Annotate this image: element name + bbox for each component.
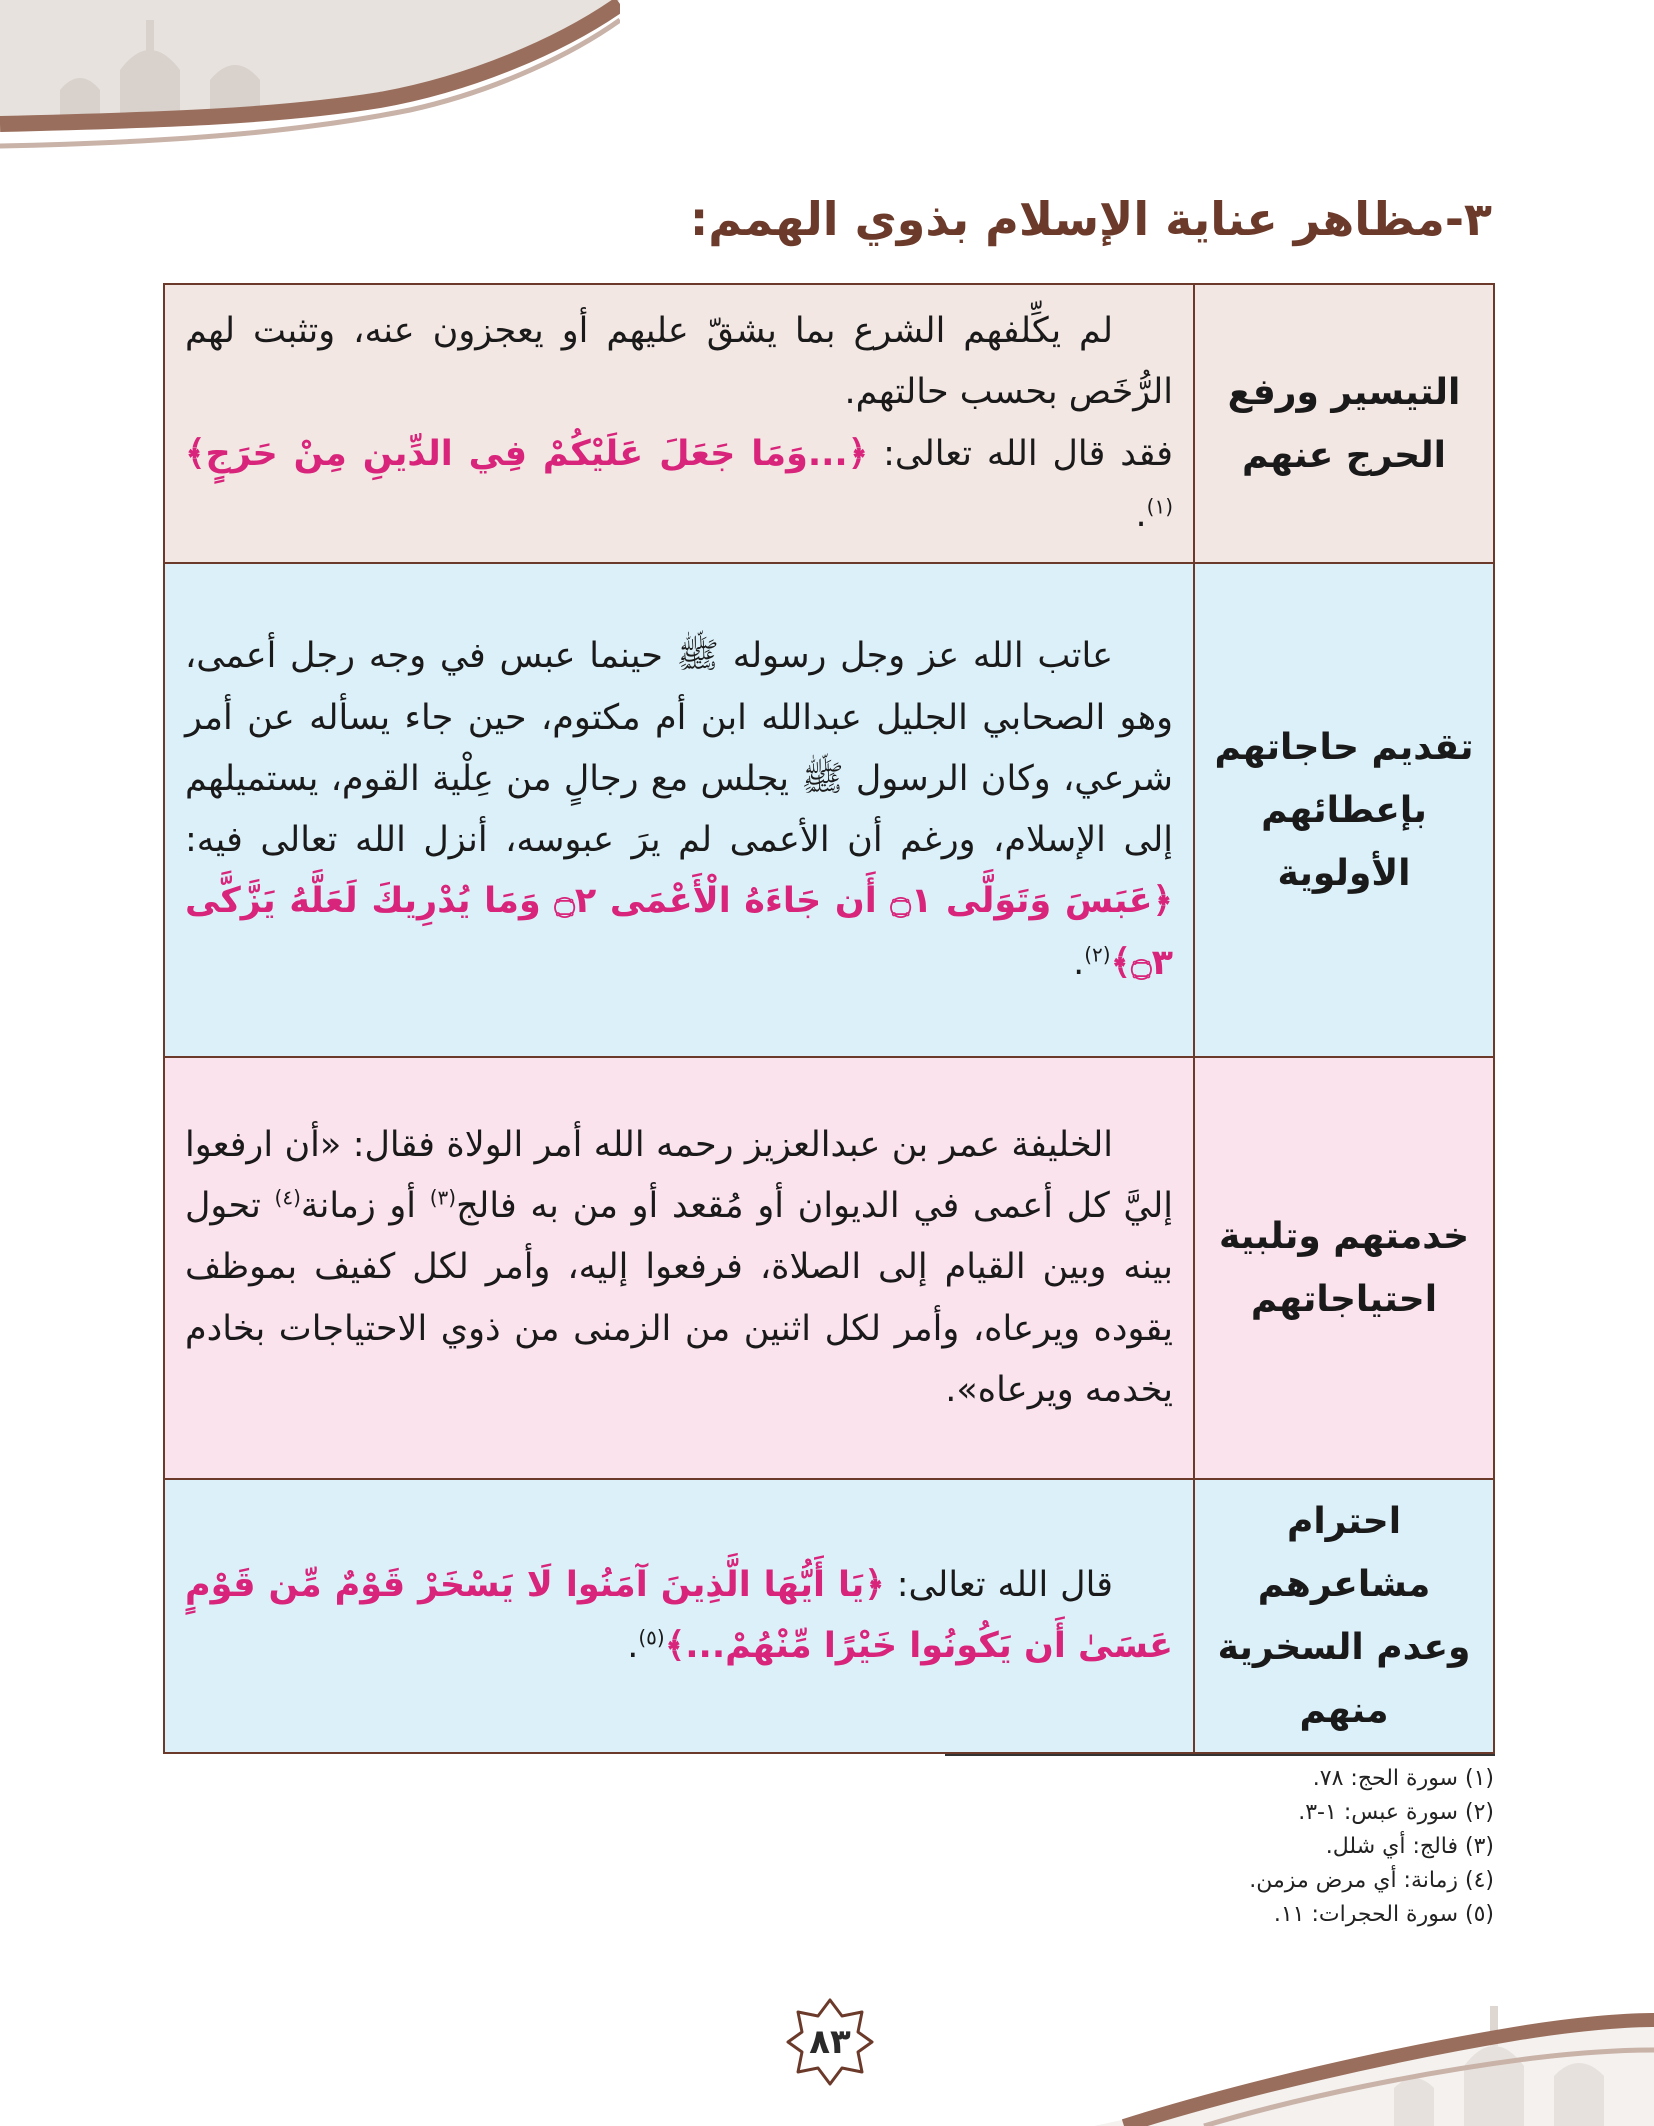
quote-intro: قال الله تعالى: bbox=[884, 1564, 1113, 1605]
row-label: تقديم حاجاتهم بإعطائهم الأولوية bbox=[1194, 563, 1494, 1057]
footnote-ref: (٢) bbox=[1084, 941, 1111, 966]
quran-verse: ﴿عَبَسَ وَتَوَلَّى ۝١ أَن جَاءَهُ الْأَعْمَى ۝٢ وَمَا يُدْرِيكَ لَعَلَّهُ يَزَّكَّى ۝٣﴾ bbox=[185, 881, 1174, 983]
care-aspects-table bbox=[163, 283, 1495, 1754]
row-body bbox=[164, 1057, 1194, 1479]
bottom-corner-ornament bbox=[1094, 1976, 1654, 2126]
table-row bbox=[164, 1057, 1494, 1479]
row-text: الخليفة عمر بن عبدالعزيز رحمه الله أمر الولاة فقال: «أن ارفعوا إليَّ كل أعمى في الديوان أو مُقعد أو من به فالج bbox=[185, 1124, 1173, 1227]
quran-verse: ﴿يَا أَيُّهَا الَّذِينَ آمَنُوا لَا يَسْخَرْ قَوْمٌ مِّن قَوْمٍ عَسَىٰ أَن يَكُونُوا خَيْرًا مِّنْهُمْ...﴾ bbox=[185, 1564, 1173, 1666]
footnote-item: (٤) زمانة: أي مرض مزمن. bbox=[1249, 1868, 1494, 1894]
footnote-item: (٣) فالج: أي شلل. bbox=[1325, 1834, 1494, 1860]
row-text: عاتب الله عز وجل رسوله ﷺ حينما عبس في وجه رجل أعمى، وهو الصحابي الجليل عبدالله ابن أم مكتوم، حين جاء يسأله عن أمر شرعي، وكان الرسول ﷺ يجلس مع رجالٍ من عِلْية القوم، يستميلهم إلى الإسلام، ورغم أن الأعمى لم يرَ عبوسه، أنزل الله تعالى فيه: bbox=[185, 636, 1173, 860]
section-title: ٣-مظاهر عناية الإسلام بذوي الهمم: bbox=[689, 192, 1492, 246]
footnote-ref: (٣) bbox=[429, 1185, 457, 1210]
footnote-divider bbox=[945, 1754, 1495, 1756]
footnote-ref: (١) bbox=[1146, 494, 1173, 519]
row-text: أو زمانة bbox=[300, 1186, 430, 1227]
table-row bbox=[164, 284, 1494, 563]
table-row bbox=[164, 1479, 1494, 1753]
table-row bbox=[164, 563, 1494, 1057]
page-number: ٨٣ bbox=[809, 2022, 851, 2062]
footnote-item: (١) سورة الحج: ٧٨. bbox=[1312, 1766, 1494, 1791]
top-corner-ornament bbox=[0, 0, 620, 160]
row-body: قال الله تعالى: ﴿يَا أَيُّهَا الَّذِينَ آمَنُوا لَا يَسْخَرْ قَوْمٌ مِّن قَوْمٍ عَسَىٰ أَن يَكُونُوا خَيْرًا مِّنْهُمْ...﴾$^{(٥)}$. bbox=[164, 1479, 1194, 1753]
row-text: لم يكِّلفهم الشرع بما يشقّ عليهم أو يعجزون عنه، وتثبت لهم الرُّخَص بحسب حالتهم. bbox=[185, 311, 1173, 413]
footnotes-list bbox=[1249, 1762, 1494, 1932]
row-body: لم يكِّلفهم الشرع بما يشقّ عليهم أو يعجزون عنه، وتثبت لهم الرُّخَص بحسب حالتهم. فقد قال الله تعالى: ﴿...وَمَا جَعَلَ عَلَيْكُمْ فِي الدِّينِ مِنْ حَرَجٍ﴾$^{(١)}$. bbox=[164, 284, 1194, 563]
row-text: تحول بينه وبين القيام إلى الصلاة، فرفعوا إليه، وأمر لكل كفيف بموظف يقوده ويرعاه، وأمر لكل اثنين من الزمنى من ذوي الاحتياجات بخادم يخدمه ويرعاه». bbox=[185, 1186, 1173, 1410]
row-label: خدمتهم وتلبية احتياجاتهم bbox=[1194, 1057, 1494, 1479]
row-label: احترام مشاعرهم وعدم السخرية منهم bbox=[1194, 1479, 1494, 1753]
row-body: عاتب الله عز وجل رسوله ﷺ حينما عبس في وجه رجل أعمى، وهو الصحابي الجليل عبدالله ابن أم مكتوم، حين جاء يسأله عن أمر شرعي، وكان الرسول ﷺ يجلس مع رجالٍ من عِلْية القوم، يستميلهم إلى الإسلام، ورغم أن الأعمى لم يرَ عبوسه، أنزل الله تعالى فيه: ﴿عَبَسَ وَتَوَلَّى ۝١ أَن جَاءَهُ الْأَعْمَى ۝٢ وَمَا يُدْرِيكَ لَعَلَّهُ يَزَّكَّى ۝٣﴾$^{(٢)}$. bbox=[164, 563, 1194, 1057]
footnote-item: (٥) سورة الحجرات: ١١. bbox=[1273, 1902, 1494, 1928]
footnote-ref: (٤) bbox=[274, 1185, 301, 1210]
footnote-item: (٢) سورة عبس: ١-٣. bbox=[1298, 1800, 1494, 1826]
quran-verse: ﴿...وَمَا جَعَلَ عَلَيْكُمْ فِي الدِّينِ مِنْ حَرَجٍ﴾ bbox=[185, 433, 869, 474]
quote-intro: فقد قال الله تعالى: bbox=[868, 433, 1174, 474]
row-label: التيسير ورفع الحرج عنهم bbox=[1194, 284, 1494, 563]
footnote-ref: (٥) bbox=[638, 1625, 665, 1650]
